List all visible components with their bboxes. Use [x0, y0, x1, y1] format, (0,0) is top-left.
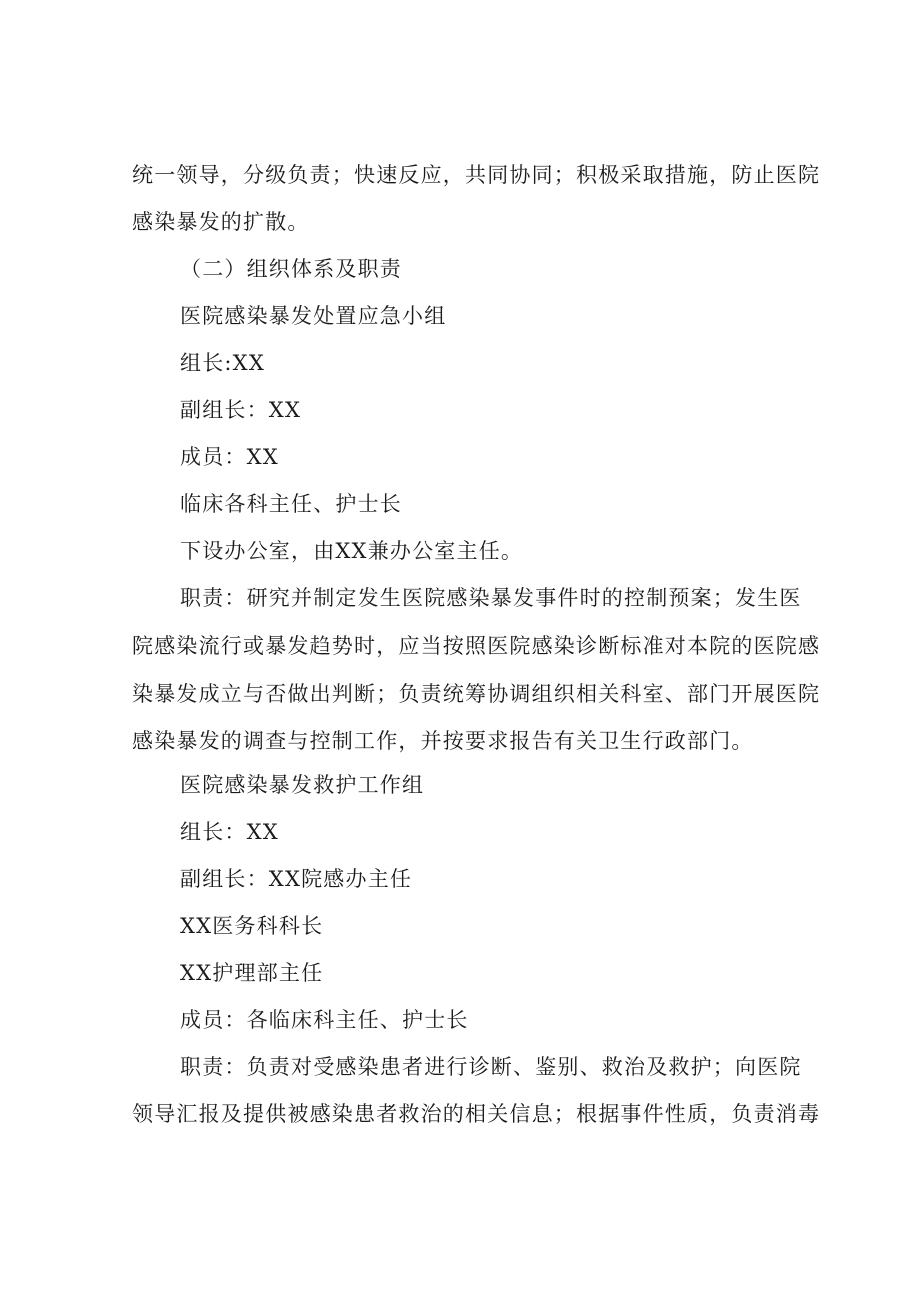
intro-line-2: 感染暴发的扩散。 [132, 210, 310, 234]
group2-duties-line-1: 职责：负责对受感染患者进行诊断、鉴别、救治及救护；向医院 [180, 1055, 802, 1079]
group1-members-extra: 临床各科主任、护士长 [180, 492, 402, 516]
group1-duties-line-3: 染暴发成立与否做出判断；负责统筹协调组织相关科室、部门开展医院 [132, 682, 821, 706]
group2-members: 成员：各临床科主任、护士长 [180, 1008, 469, 1032]
intro-line-1: 统一领导，分级负责；快速反应，共同协同；积极采取措施，防止医院 [132, 163, 821, 187]
group1-members: 成员：XX [180, 445, 279, 469]
group1-title: 医院感染暴发处置应急小组 [180, 304, 447, 328]
group2-duties-line-2: 领导汇报及提供被感染患者救治的相关信息；根据事件性质，负责消毒 [132, 1102, 821, 1126]
group2-deputy-3: XX护理部主任 [180, 961, 324, 985]
group1-duties-line-1: 职责：研究并制定发生医院感染暴发事件时的控制预案；发生医 [180, 586, 802, 610]
group1-leader: 组长:XX [180, 351, 265, 375]
group1-duties-line-4: 感染暴发的调查与控制工作，并按要求报告有关卫生行政部门。 [132, 729, 754, 753]
group1-office: 下设办公室，由XX兼办公室主任。 [180, 539, 524, 563]
group2-leader: 组长：XX [180, 820, 279, 844]
group1-deputy-leader: 副组长：XX [180, 398, 302, 422]
group2-deputy-2: XX医务科科长 [180, 914, 324, 938]
section-heading: （二）组织体系及职责 [180, 257, 402, 281]
group2-deputy-leader: 副组长：XX院感办主任 [180, 867, 413, 891]
group2-title: 医院感染暴发救护工作组 [180, 773, 425, 797]
group1-duties-line-2: 院感染流行或暴发趋势时，应当按照医院感染诊断标准对本院的医院感 [132, 634, 821, 658]
